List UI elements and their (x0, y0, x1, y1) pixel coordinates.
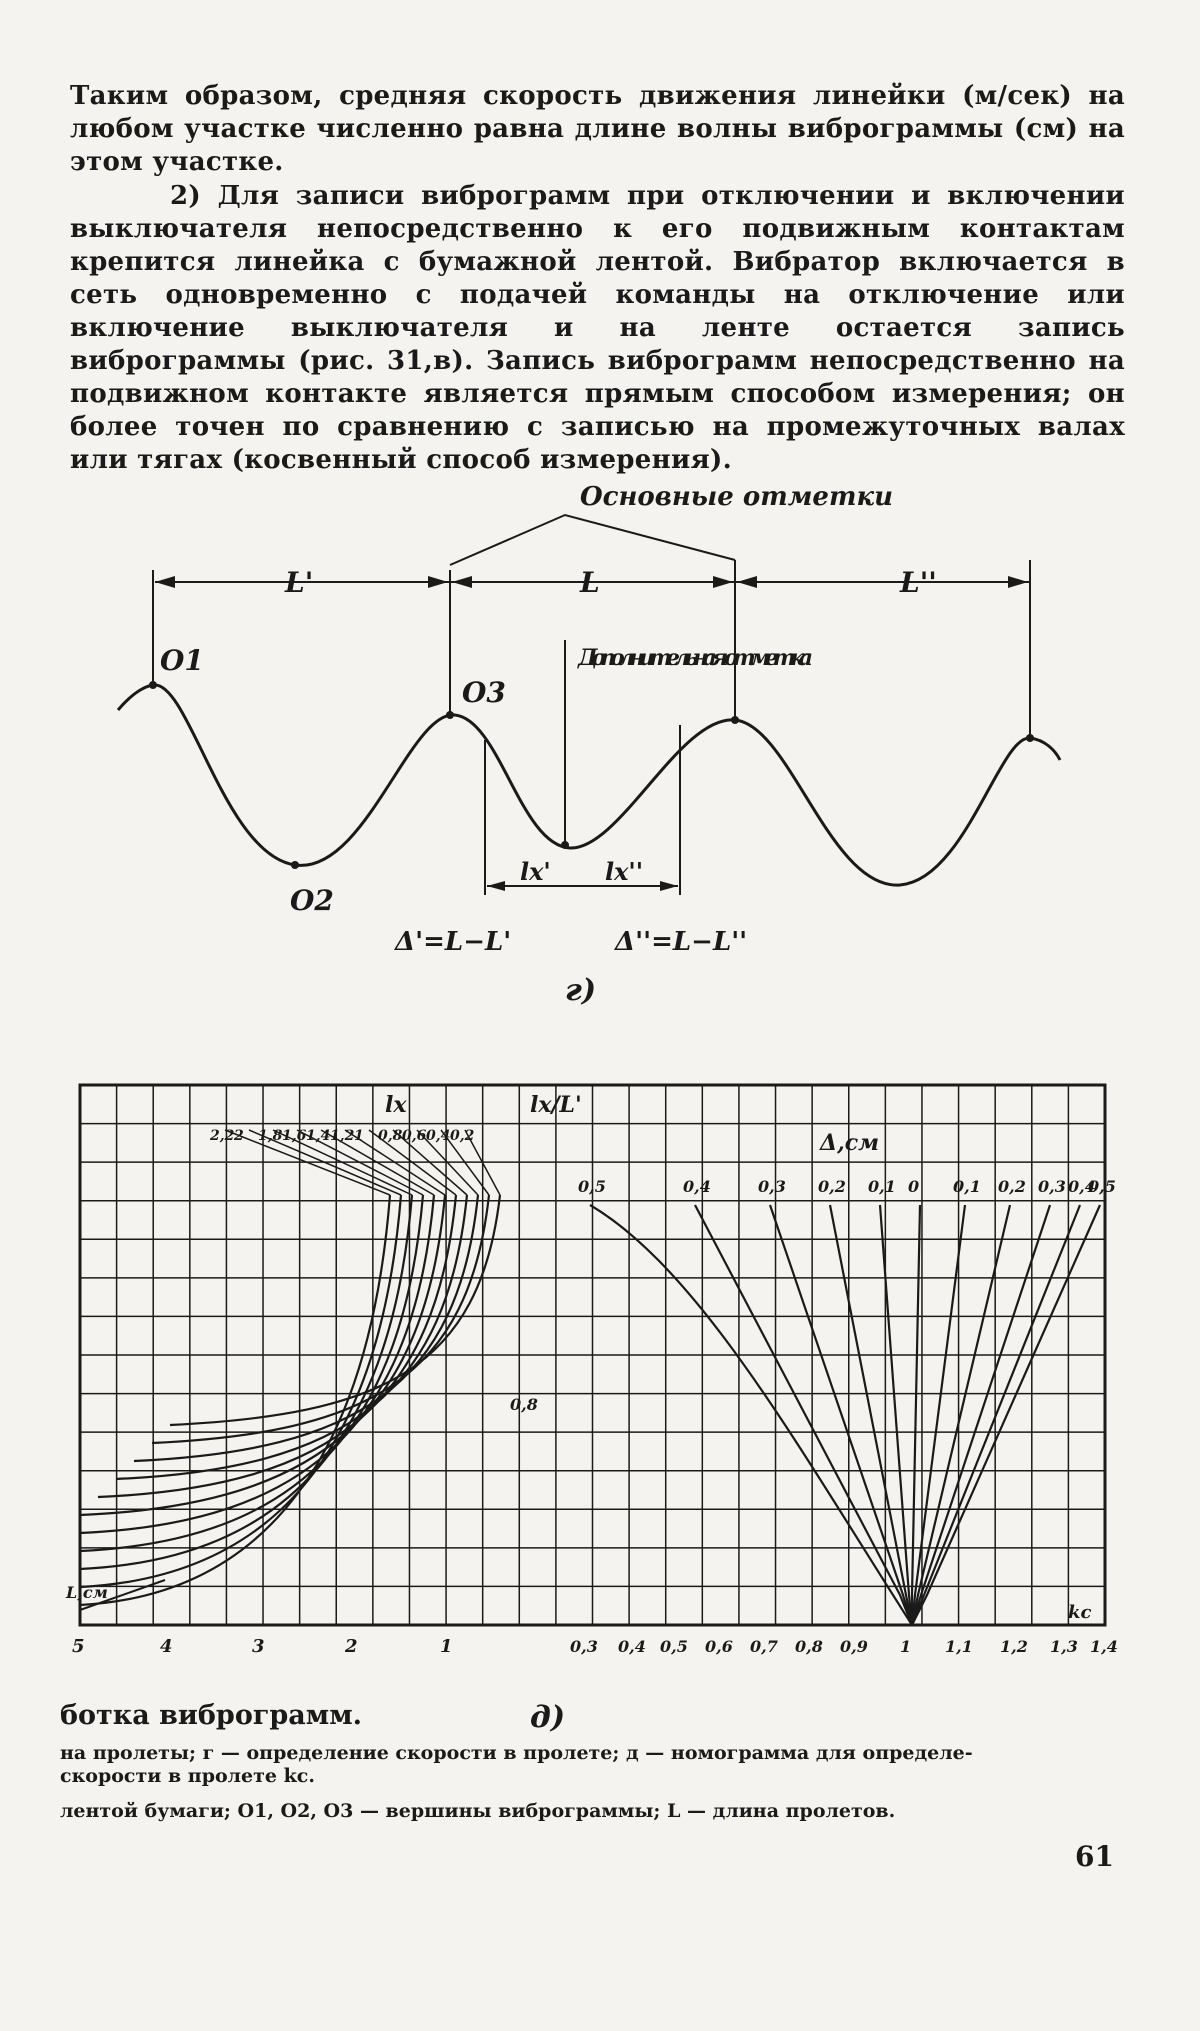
delta-top-tick: 0,2 (998, 1177, 1026, 1196)
delta-top-tick: 0,4 (1068, 1177, 1096, 1196)
label-o2: O2 (290, 884, 334, 917)
delta-top-tick: 0,3 (1038, 1177, 1066, 1196)
delta-top-tick: 0,3 (758, 1177, 786, 1196)
vibrogram-figure (0, 470, 1200, 1030)
lx-top-tick: 1,8 (258, 1128, 283, 1144)
label-l-double: L'' (900, 566, 937, 599)
label-lx-prime: lx' (520, 857, 551, 886)
caption-title: ботка виброграмм. (60, 1700, 363, 1731)
delta-double-formula: Δ''=L−L'' (615, 927, 748, 957)
paragraph-1: Таким образом, средняя скорость движения линейки (м/сек) на любом участке численно равна длине волны виброграммы (см) на этом участке. (70, 81, 1125, 177)
kc-bottom-tick: 1,2 (1000, 1637, 1028, 1656)
lx-top-tick: 2 (234, 1128, 244, 1144)
lx-top-tick: 1,4 (306, 1128, 331, 1144)
lx-header: lx (385, 1092, 407, 1118)
lx-top-tick: 0,6 (402, 1128, 427, 1144)
left-axis-label: L,см (66, 1583, 108, 1602)
lx-top-tick: 0,2 (450, 1128, 475, 1144)
delta-top-tick: 0,5 (578, 1177, 606, 1196)
delta-cm-label: Δ,см (820, 1130, 880, 1156)
lx-top-tick: 0,8 (378, 1128, 403, 1144)
lx-top-tick: 0,4 (426, 1128, 451, 1144)
lx-top-tick: 1,2 (330, 1128, 355, 1144)
kc-bottom-tick: 0,9 (840, 1637, 868, 1656)
caption-letter: д) (530, 1700, 566, 1735)
l-bottom-tick: 3 (252, 1636, 265, 1657)
delta-fan-line (912, 1205, 965, 1625)
kc-bottom-tick: 1,3 (1050, 1637, 1078, 1656)
label-o1: O1 (160, 644, 204, 677)
additional-mark-label: Дополнительная отметка (578, 645, 813, 671)
delta-fan-line (695, 1205, 912, 1625)
delta-top-tick: 0 (908, 1177, 920, 1196)
vibrogram-wave (118, 685, 1060, 885)
kc-bottom-tick: 0,5 (660, 1637, 688, 1656)
kc-bottom-tick: 1 (900, 1637, 912, 1656)
lx-curve (116, 1195, 467, 1479)
delta-prime-formula: Δ'=L−L' (395, 927, 512, 957)
delta-top-tick: 0,4 (683, 1177, 711, 1196)
nomogram-figure (0, 1070, 1200, 1670)
lx-curve (134, 1195, 478, 1461)
kc-bottom-tick: 1,1 (945, 1637, 973, 1656)
delta-fan-line (912, 1205, 1100, 1625)
lx-top-tick: 1 (354, 1128, 364, 1144)
lx-top-tick: 2,2 (210, 1128, 235, 1144)
caption-line-2: скорости в пролете kc. (60, 1765, 315, 1787)
lx-curve (98, 1195, 456, 1497)
page-number: 61 (1075, 1840, 1114, 1873)
kc-label: kc (1068, 1602, 1092, 1623)
kc-bottom-tick: 0,3 (570, 1637, 598, 1656)
l-bottom-tick: 2 (345, 1636, 358, 1657)
l-bottom-tick: 5 (72, 1636, 85, 1657)
delta-top-tick: 0,1 (953, 1177, 981, 1196)
label-l: L (580, 566, 600, 599)
curve-label-0-8: 0,8 (510, 1395, 538, 1414)
delta-top-tick: 0,2 (818, 1177, 846, 1196)
paragraph-2: 2) Для записи виброграмм при отключении и включении выключателя непосредственно к его подвижным контактам крепится линейка с бумажной лентой. Вибратор включается в сеть одновременно с подачей команды на отключение или включение выключателя и на ленте остается запись виброграммы (рис. 31,в). Запись виброграмм непосредственно на подвижном контакте является прямым способом измерения; он более точен по сравнению с записью на промежуточных валах или тягах (косвенный способ измерения). (70, 181, 1125, 475)
lx-curve (80, 1195, 423, 1551)
kc-bottom-tick: 0,4 (618, 1637, 646, 1656)
figure-letter-g: г) (565, 973, 597, 1008)
kc-bottom-tick: 0,8 (795, 1637, 823, 1656)
label-l-prime: L' (285, 566, 314, 599)
label-o3: O3 (462, 676, 506, 709)
kc-bottom-tick: 0,7 (750, 1637, 778, 1656)
l-bottom-tick: 1 (440, 1636, 453, 1657)
kc-bottom-tick: 0,6 (705, 1637, 733, 1656)
delta-top-tick: 0,5 (1088, 1177, 1116, 1196)
main-marks-label: Основные отметки (580, 482, 893, 512)
lx-curve (80, 1195, 434, 1533)
kc-bottom-tick: 1,4 (1090, 1637, 1118, 1656)
caption-line-3: лентой бумаги; O1, O2, O3 — вершины виброграммы; L — длина пролетов. (60, 1800, 896, 1822)
delta-top-tick: 0,1 (868, 1177, 896, 1196)
caption-line-1: на пролеты; г — определение скорости в пролете; д — номограмма для определе- (60, 1742, 973, 1764)
label-lx-double: lx'' (605, 857, 644, 886)
lx-top-tick: 1,6 (282, 1128, 307, 1144)
delta-fan-line (912, 1205, 1050, 1625)
delta-fan-line (590, 1205, 912, 1625)
l-bottom-tick: 4 (160, 1636, 173, 1657)
ratio-label: lx/L' (530, 1092, 582, 1118)
delta-fan-line (770, 1205, 912, 1625)
